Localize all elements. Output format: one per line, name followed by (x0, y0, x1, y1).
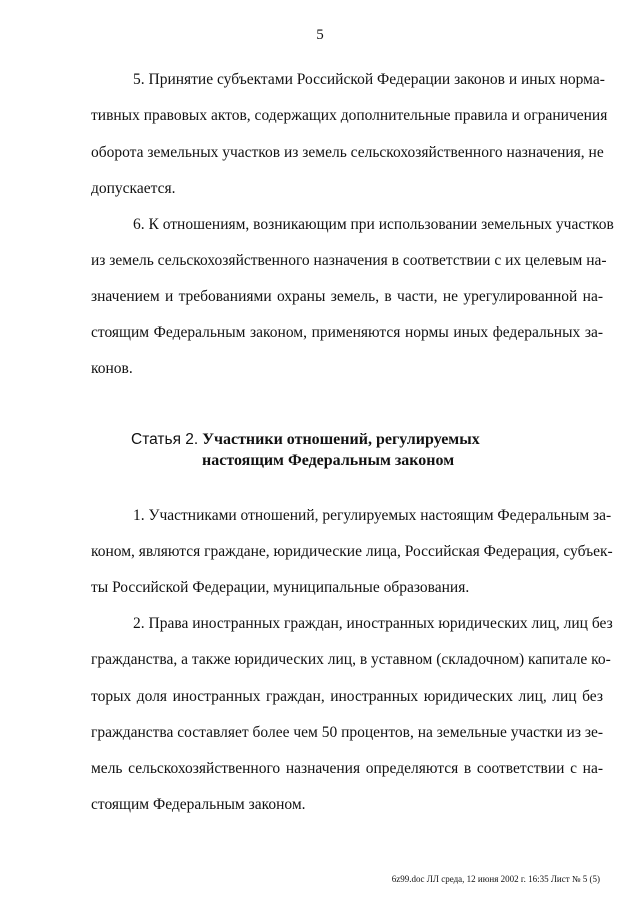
paragraph-line: ты Российской Федерации, муниципальные образования. (91, 579, 470, 596)
paragraph-line: 1. Участниками отношений, регулируемых настоящим Федеральным за- (133, 507, 612, 524)
paragraph-line: допускается. (91, 180, 176, 197)
article-heading-prefix: Статья 2. (131, 431, 199, 448)
paragraph-line: оборота земельных участков из земель сельскохозяйственного назначения, не (91, 144, 604, 161)
paragraph-line: 6. К отношениям, возникающим при использовании земельных участков (133, 216, 614, 233)
paragraph-line: тивных правовых актов, содержащих дополнительные правила и ограничения (91, 107, 608, 124)
page-number: 5 (316, 27, 324, 43)
article-heading-title-line-1: Участники отношений, регулируемых (202, 431, 480, 448)
paragraph-line: гражданства, а также юридических лиц, в уставном (складочном) капитале ко- (91, 651, 611, 668)
paragraph-line: конов. (91, 360, 133, 377)
paragraph-line: стоящим Федеральным законом. (91, 796, 306, 813)
paragraph-line: мель сельскохозяйственного назначения определяются в соответствии с на- (91, 760, 603, 777)
paragraph-line: коном, являются граждане, юридические лица, Российская Федерация, субъек- (91, 543, 613, 560)
paragraph-line: из земель сельскохозяйственного назначения в соответствии с их целевым на- (91, 252, 607, 269)
paragraph-line: значением и требованиями охраны земель, в части, не урегулированной на- (91, 288, 603, 305)
paragraph-line: стоящим Федеральным законом, применяются нормы иных федеральных за- (91, 324, 603, 341)
paragraph-line: торых доля иностранных граждан, иностранных юридических лиц, лиц без (91, 688, 603, 705)
paragraph-line: 5. Принятие субъектами Российской Федерации законов и иных норма- (133, 71, 605, 88)
article-heading-title-line-2: настоящим Федеральным законом (202, 452, 455, 469)
footer-doc-info: 6z99.doc ЛЛ среда, 12 июня 2002 г. 16:35 Лист № 5 (5) (391, 874, 600, 884)
paragraph-line: гражданства составляет более чем 50 процентов, на земельные участки из зе- (91, 724, 603, 741)
paragraph-line: 2. Права иностранных граждан, иностранных юридических лиц, лиц без (133, 615, 613, 632)
